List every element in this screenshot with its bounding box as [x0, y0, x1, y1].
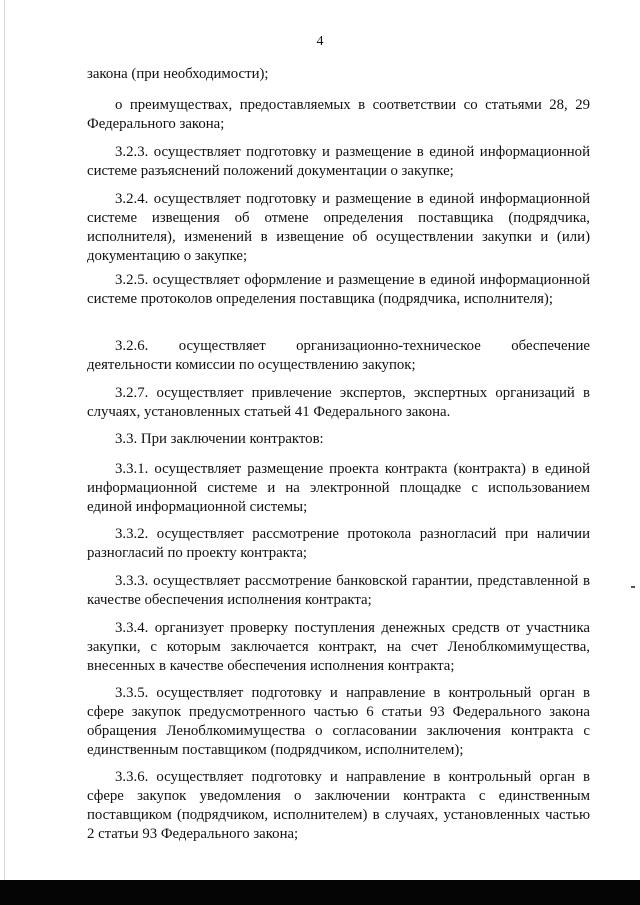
- paragraph: 3.2.5. осуществляет оформление и размещение в единой информационной системе протоколов определения поставщика (подрядчика, исполнителя);: [87, 272, 590, 307]
- page-number: 4: [316, 34, 324, 49]
- paragraph: 3.3.3. осуществляет рассмотрение банковской гарантии, представленной в качестве обеспечения исполнения контракта;: [87, 573, 590, 608]
- scan-bottom-bar: [0, 880, 640, 905]
- paragraph: о преимуществах, предоставляемых в соответствии со статьями 28, 29 Федерального закона;: [87, 97, 590, 132]
- scan-edge-line: [4, 0, 5, 880]
- paragraph: закона (при необходимости);: [87, 66, 269, 82]
- paragraph: 3.2.4. осуществляет подготовку и размещение в единой информационной системе извещения об отмене определения поставщика (подрядчика, исполнителя), изменений в извещение об осуществлении закупки и (или) документацию о закупке;: [87, 191, 590, 264]
- paragraph: 3.3.6. осуществляет подготовку и направление в контрольный орган в сфере закупок уведомления о заключении контракта с единственным поставщиком (подрядчиком, исполнителем) в случаях, установленных частью 2 статьи 93 Федерального закона;: [87, 769, 590, 842]
- paragraph: 3.3.2. осуществляет рассмотрение протокола разногласий при наличии разногласий по проекту контракта;: [87, 526, 590, 561]
- paragraph: 3.3.4. организует проверку поступления денежных средств от участника закупки, с которым заключается контракт, на счет Леноблкомимущества, внесенных в качестве обеспечения исполнения контракта;: [87, 620, 590, 674]
- paragraph: 3.2.3. осуществляет подготовку и размещение в единой информационной системе разъяснений положений документации о закупке;: [87, 144, 590, 179]
- paragraph: 3.2.7. осуществляет привлечение экспертов, экспертных организаций в случаях, установленных статьей 41 Федерального закона.: [87, 385, 590, 420]
- paragraph: 3.3.5. осуществляет подготовку и направление в контрольный орган в сфере закупок предусмотренного частью 6 статьи 93 Федерального закона обращения Леноблкомимущества о согласовании заключения контракта с единственным поставщиком (подрядчиком, исполнителем);: [87, 685, 590, 758]
- paragraph: 3.3.1. осуществляет размещение проекта контракта (контракта) в единой информационной системе и на электронной площадке с использованием единой информационной системы;: [87, 461, 590, 515]
- paragraph: 3.3. При заключении контрактов:: [115, 431, 324, 447]
- scan-mark: [631, 586, 635, 588]
- paragraph: 3.2.6. осуществляет организационно-техническое обеспечение деятельности комиссии по осуществлению закупок;: [87, 338, 590, 373]
